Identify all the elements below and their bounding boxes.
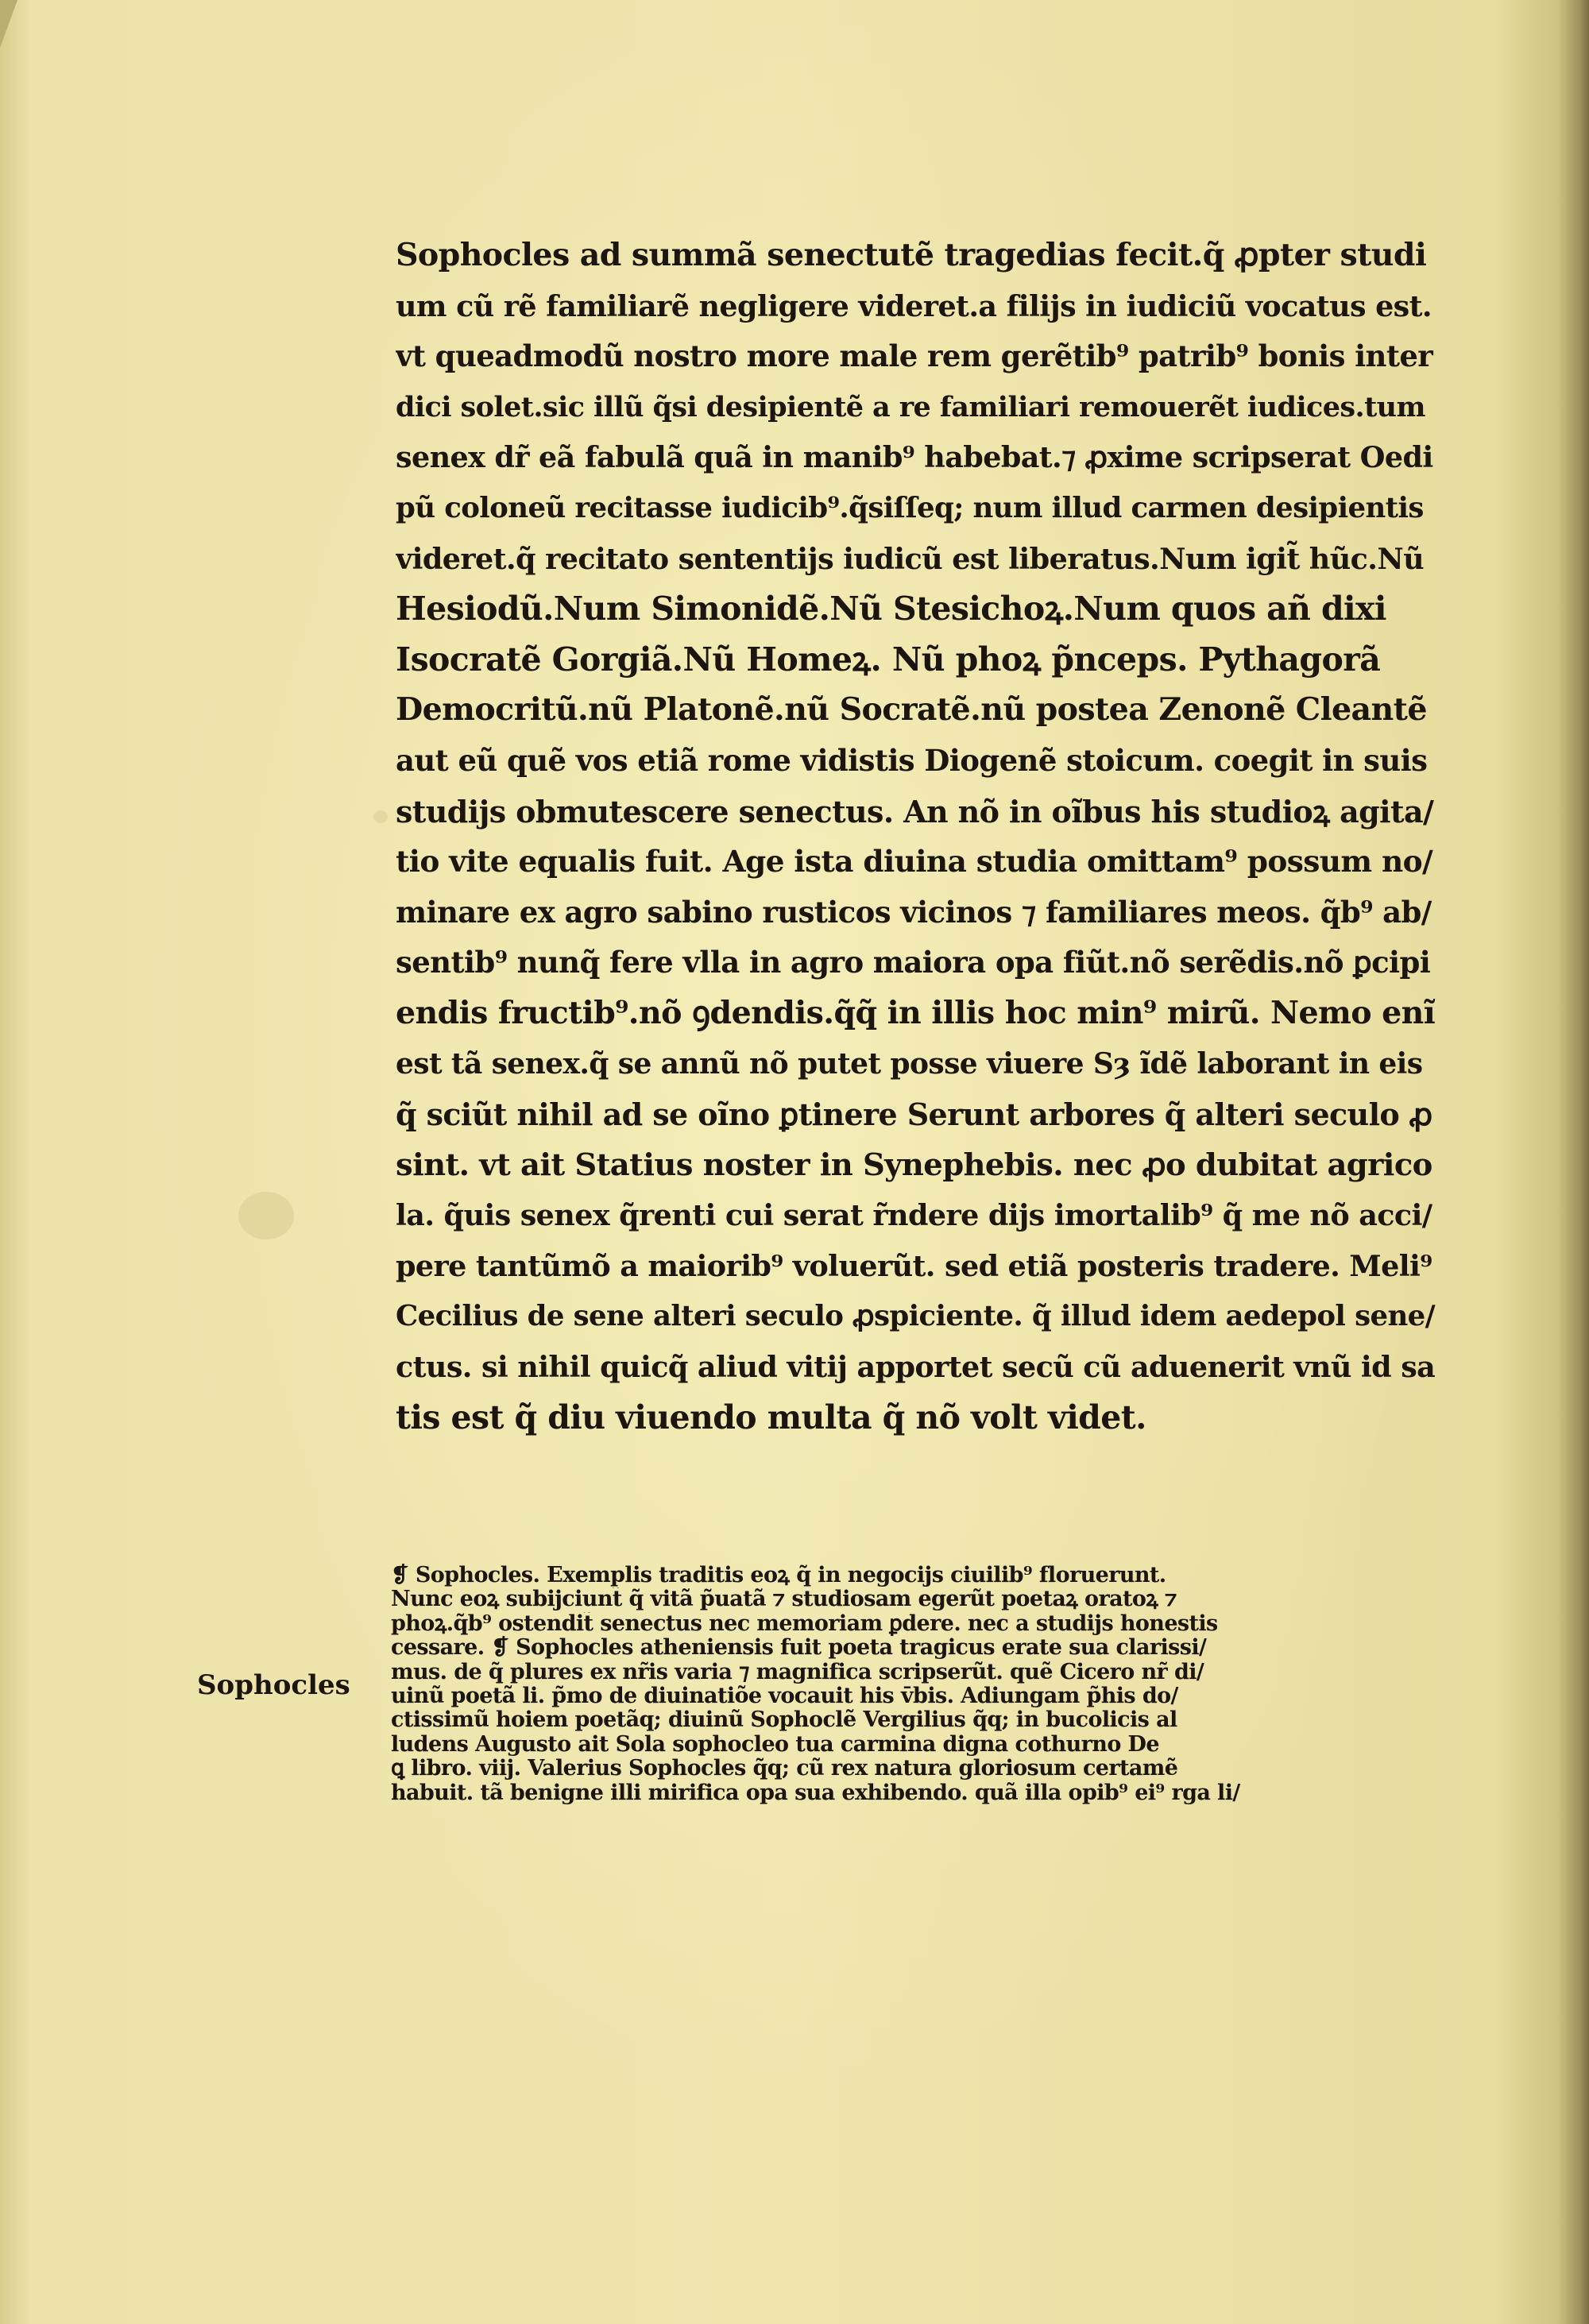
- main-text-line: Hesiodũ.Num Simonidẽ.Nũ Stesichoꝝ.Num quos añ dixi: [396, 590, 1386, 628]
- commentary-line: mus. de q̃ plures ex nr̃is varia ⁊ magnifica scripserũt. quẽ Cicero nr̃ di/: [391, 1660, 1204, 1684]
- main-text-line: tis est q̃ diu viuendo multa q̃ nõ volt videt.: [396, 1398, 1146, 1437]
- commentary-line: uinũ poetã li. p̃mo de diuinatiõe vocauit his v̄bis. Adiungam p̃his do/: [391, 1684, 1178, 1708]
- main-text-line: studijs obmutescere senectus. An nõ in oĩbus his studioꝝ agita/: [396, 793, 1434, 829]
- commentary-line: ꝗ libro. viij. Valerius Sophocles q̃q; cũ rex natura gloriosum certamẽ: [391, 1757, 1178, 1781]
- main-text-line: la. q̃uis senex q̃renti cui serat r̃ndere dijs imortalib⁹ q̃ me nõ acci/: [396, 1198, 1432, 1233]
- main-text-line: um cũ rẽ familiarẽ negligere videret.a filijs in iudiciũ vocatus est.: [396, 288, 1432, 323]
- commentary-line: cessare. ❡ Sophocles atheniensis fuit poeta tragicus erate sua clarissi/: [391, 1636, 1207, 1661]
- paper-stain: [373, 810, 388, 823]
- commentary-line: ❡ Sophocles. Exemplis traditis eoꝝ q̃ in negocijs ciuilib⁹ floruerunt.: [391, 1564, 1166, 1587]
- main-text-line: Cecilius de sene alteri seculo ꝓspiciente. q̃ illud idem aedepol sene/: [396, 1300, 1436, 1333]
- main-text-line: videret.q̃ recitato sententijs iudicũ est liberatus.Num igit̃ hũc.Nũ: [396, 541, 1425, 576]
- main-text-line: tio vite equalis fuit. Age ista diuina studia omittam⁹ possum no/: [396, 844, 1433, 880]
- commentary-line: Nunc eoꝝ subijciunt̃ q̃ vitã p̃uatã ⁊ studiosam egerũt poetaꝝ oratoꝝ ⁊: [391, 1587, 1177, 1612]
- page-corner-fold: [0, 0, 17, 48]
- commentary-line: ludens Augusto ait Sola sophocleo tua carmina digna cothurno De: [391, 1732, 1159, 1757]
- commentary-line: habuit. tã benigne illi mirifica opa sua exhibendo. quã illa opib⁹ ei⁹ rga li/: [391, 1781, 1240, 1805]
- main-text-line: Sophocles ad summã senectutẽ tragedias fecit.q̃ ꝓpter studi: [396, 237, 1427, 273]
- page-edge-shadow: [1559, 0, 1589, 2324]
- main-text-line: sentib⁹ nunq̃ fere vlla in agro maiora opa fiũt.nõ serẽdis.nõ ꝑcipi: [396, 945, 1431, 980]
- commentary-block: [391, 1564, 1438, 1805]
- main-text-line: dici solet.sic illũ q̃si desipientẽ a re familiari remouerẽt iudices.tum: [396, 390, 1425, 423]
- main-text-line: sint. vt ait Statius noster in Synephebis. nec ꝓo dubitat agrico: [396, 1147, 1432, 1183]
- main-text-line: pere tantũmõ a maiorib⁹ voluerũt. sed etiã posteris tradere. Meli⁹: [396, 1248, 1432, 1283]
- main-text-line: Isocratẽ Gorgiã.Nũ Homeꝝ. Nũ phoꝝ p̃nceps. Pythagorã: [396, 640, 1381, 679]
- main-text-line: vt queadmodũ nostro more male rem gerẽtib⁹ patrib⁹ bonis inter: [396, 338, 1433, 374]
- main-text-line: q̃ sciũt nihil ad se oĩno ꝑtinere Serunt arbores q̃ alteri seculo ꝓ: [396, 1096, 1432, 1133]
- main-text-line: endis fructib⁹.nõ ꝯdendis.q̃q̃ in illis hoc min⁹ mirũ. Nemo enĩ: [396, 994, 1436, 1031]
- main-text-line: senex dr̃ eã fabulã quã in manib⁹ habebat.⁊ ꝓxime scripserat Oedi: [396, 440, 1433, 475]
- paper-stain: [238, 1192, 294, 1239]
- commentary-line: ctissimũ hoiem poetãq; diuinũ Sophoclẽ Vergilius q̃q; in bucolicis al: [391, 1708, 1177, 1733]
- main-text-block: [396, 230, 1436, 1443]
- main-text-line: ctus. si nihil quicq̃ aliud vitij apportet secũ cũ aduenerit vnũ id sa: [396, 1350, 1436, 1385]
- main-text-line: Democritũ.nũ Platonẽ.nũ Socratẽ.nũ postea Zenonẽ Cleantẽ: [396, 691, 1427, 729]
- commentary-line: phoꝝ.q̃b⁹ ostendit̃ senectus nec memoriam ꝑdere. nec a studijs honestis: [391, 1611, 1218, 1636]
- main-text-line: minare ex agro sabino rusticos vicinos ⁊ familiares meos. q̃b⁹ ab/: [396, 894, 1432, 930]
- main-text-line: pũ coloneũ recitasse iudicib⁹.q̃siſſeq; num illud carmen desipientis: [396, 491, 1424, 524]
- main-text-line: aut eũ quẽ vos etiã rome vidistis Diogenẽ stoicum. coegit in suis: [396, 742, 1428, 778]
- marginal-note: Sophocles: [197, 1669, 350, 1701]
- main-text-line: est tã senex.q̃ se annũ nõ putet posse viuere Sȝ ĩdẽ laborant in eis: [396, 1046, 1423, 1081]
